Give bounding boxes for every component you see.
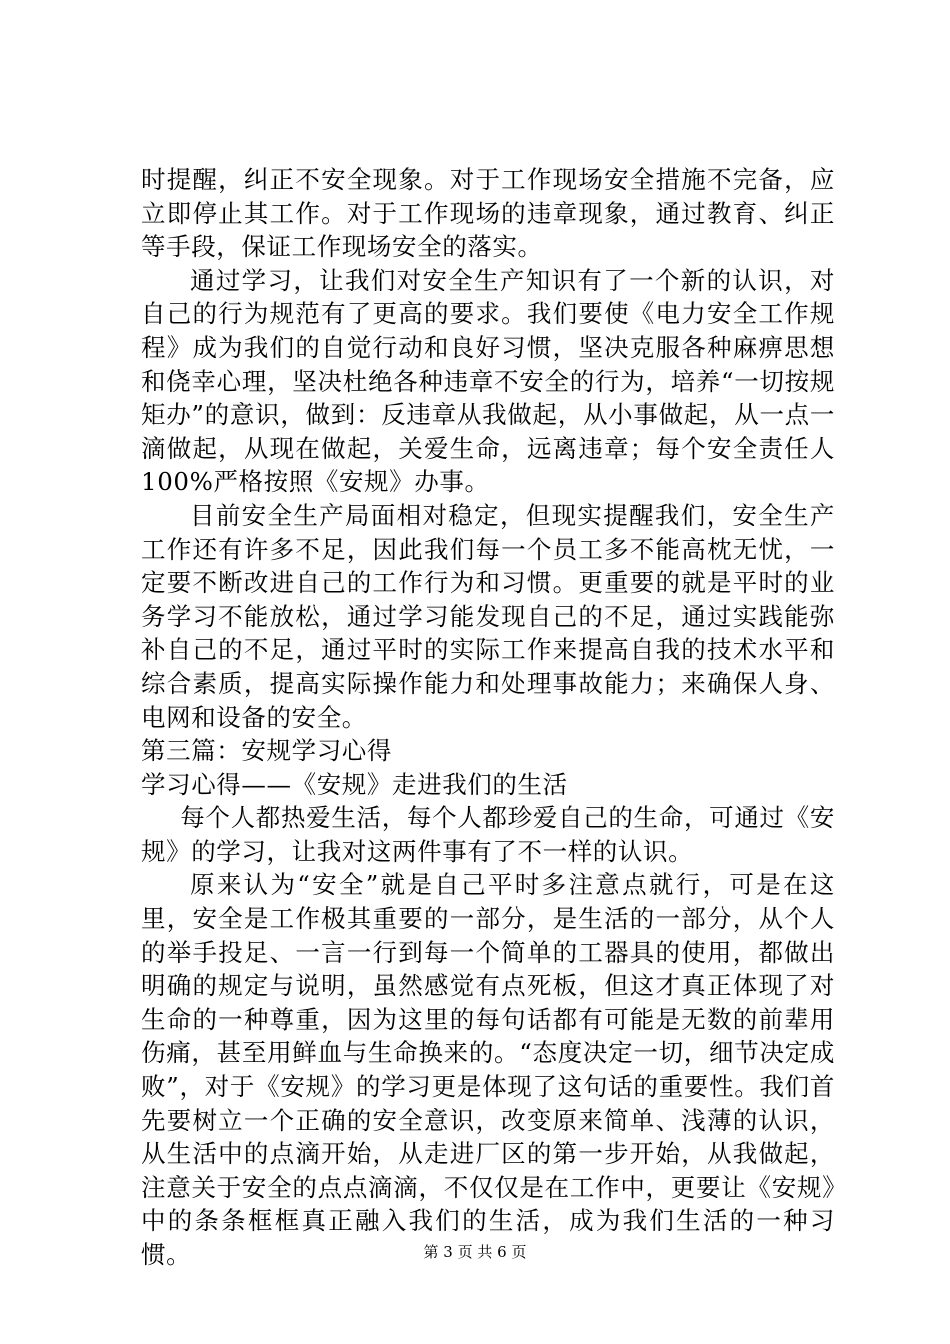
paragraph: 目前安全生产局面相对稳定，但现实提醒我们，安全生产工作还有许多不足，因此我们每一个员工多不能高枕无忧，一定要不断改进自己的工作行为和习惯。更重要的就是平时的业务学习不能放松，通过学习能发现自己的不足，通过实践能弥补自己的不足，通过平时的实际工作来提高自我的技术水平和综合素质，提高实际操作能力和处理事故能力；来确保人身、电网和设备的安全。 bbox=[141, 500, 835, 732]
section-subtitle: 学习心得——《安规》走进我们的生活 bbox=[141, 769, 568, 799]
paragraph: 每个人都热爱生活，每个人都珍爱自己的生命，可通过《安规》的学习，让我对这两件事有了不一样的认识。 bbox=[141, 803, 835, 866]
section-heading: 第三篇：安规学习心得 bbox=[141, 736, 392, 766]
paragraph: 通过学习，让我们对安全生产知识有了一个新的认识，对自己的行为规范有了更高的要求。我们要使《电力安全工作规程》成为我们的自觉行动和良好习惯，坚决克服各种麻痹思想和侥幸心理，坚决杜绝各种违章不安全的行为，培养“一切按规矩办”的意识，做到：反违章从我做起，从小事做起，从一点一滴做起，从现在做起，关爱生命，远离违章；每个安全责任人100%严格按照《安规》办事。 bbox=[141, 265, 835, 497]
page-number-footer: 第 3 页 共 6 页 bbox=[423, 1243, 527, 1261]
paragraph-continuation: 时提醒，纠正不安全现象。对于工作现场安全措施不完备，应立即停止其工作。对于工作现场的违章现象，通过教育、纠正等手段，保证工作现场安全的落实。 bbox=[141, 165, 835, 262]
document-body bbox=[141, 163, 835, 1272]
paragraph: 原来认为“安全”就是自己平时多注意点就行，可是在这里，安全是工作极其重要的一部分，是生活的一部分，从个人的举手投足、一言一行到每一个简单的工器具的使用，都做出明确的规定与说明，虽然感觉有点死板，但这才真正体现了对生命的一种尊重，因为这里的每句话都有可能是无数的前辈用伤痛，甚至用鲜血与生命换来的。“态度决定一切，细节决定成败”，对于《安规》的学习更是体现了这句话的重要性。我们首先要树立一个正确的安全意识，改变原来简单、浅薄的认识，从生活中的点滴开始，从走进厂区的第一步开始，从我做起，注意关于安全的点点滴滴，不仅仅是在工作中，更要让《安规》中的条条框框真正融入我们的生活，成为我们生活的一种习惯。 bbox=[141, 870, 835, 1269]
